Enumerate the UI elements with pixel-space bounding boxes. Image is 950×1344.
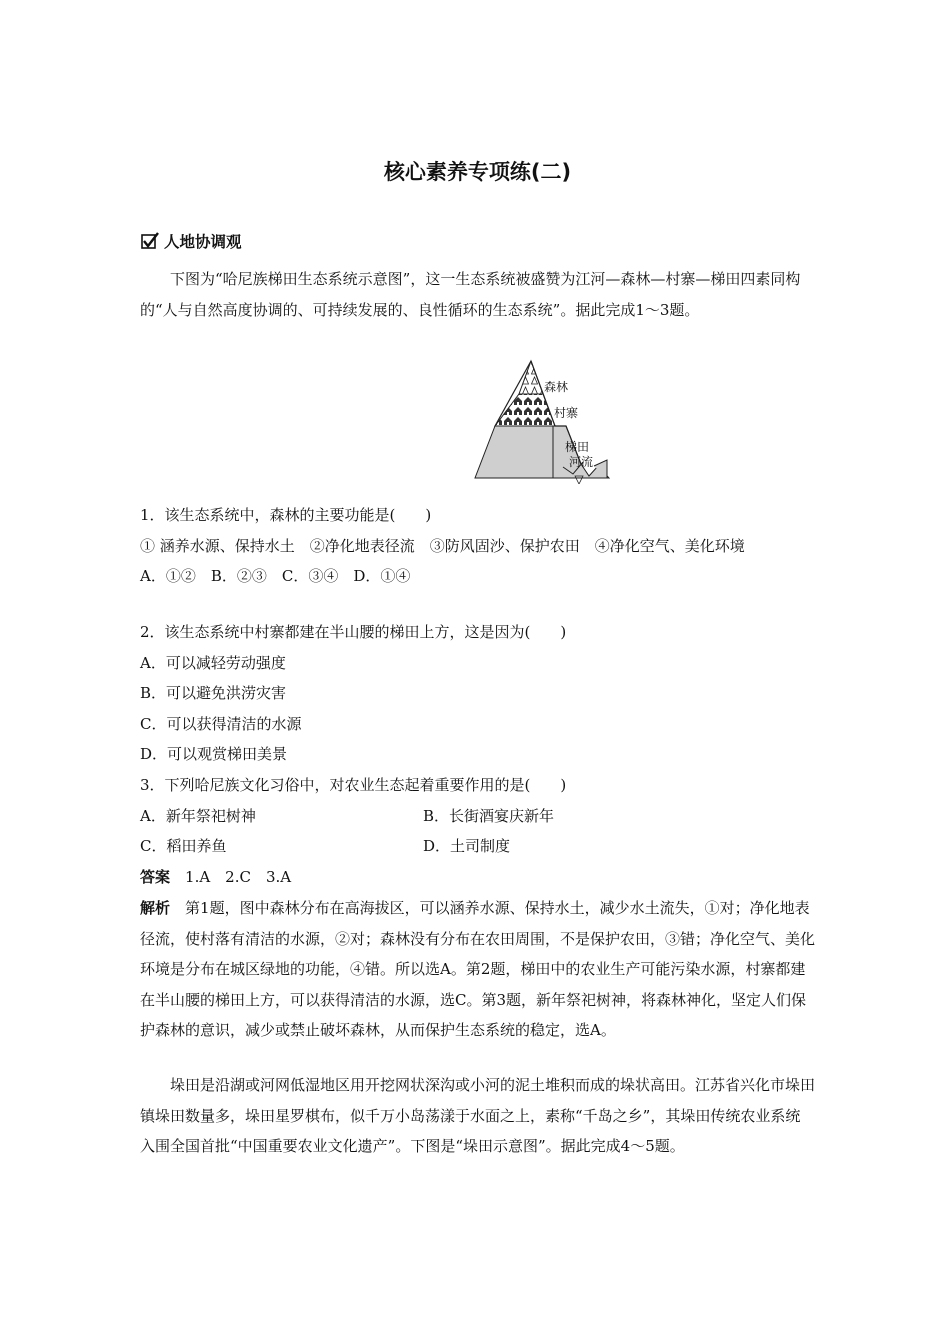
q1-stem: 1．该生态系统中，森林的主要功能是( ) <box>140 506 432 524</box>
q3-option-c: C．稻田养鱼 <box>140 837 227 855</box>
page-title: 核心素养专项练(二) <box>383 160 572 184</box>
q2-stem: 2．该生态系统中村寨都建在半山腰的梯田上方，这是因为( ) <box>140 623 567 641</box>
q2-option-d: D．可以观赏梯田美景 <box>140 745 288 763</box>
q3-options-row-1 <box>140 801 815 832</box>
label-village: 村寨 <box>554 406 579 420</box>
answer-text: 1.A 2.C 3.A <box>185 868 292 886</box>
q3-option-a: A．新年祭祀树神 <box>140 806 256 825</box>
label-river: 河流 <box>569 455 594 469</box>
analysis-label: 解析 <box>140 899 171 917</box>
analysis-paragraph <box>140 893 815 1046</box>
q2-option-a: A．可以减轻劳动强度 <box>140 653 286 672</box>
intro-paragraph-2 <box>140 1070 815 1162</box>
label-terrace: 梯田 <box>565 440 590 454</box>
label-forest: 森林 <box>544 380 569 394</box>
q3-option-b: B．长街酒宴庆新年 <box>423 806 555 825</box>
intro-text-1: 下图为“哈尼族梯田生态系统示意图”，这一生态系统被盛赞为江河—森林—村寨—梯田四素同构的“人与自然高度协调的、可持续发展的、良性循环的生态系统”。据此完成1～3题。 <box>140 270 801 319</box>
answer-line <box>140 862 815 893</box>
check-box-icon <box>140 231 160 251</box>
q2-option-c: C．可以获得清洁的水源 <box>140 714 302 733</box>
section-heading <box>140 229 242 253</box>
analysis-text: 第1题，图中森林分布在高海拔区，可以涵养水源、保持水土，减少水土流失，①对；净化地表径流，使村落有清洁的水源，②对；森林没有分布在农田周围，不是保护农田，③错；净化空气、美化环境是分布在城区绿地的功能，④错。所以选A。第2题，梯田中的农业生产可能污染水源，村寨都建在半山腰的梯田上方，可以获得清洁的水源，选C。第3题，新年祭祀树神，将森林神化，坚定人们保护森林的意识，减少或禁止破坏森林，从而保护生态系统的稳定，选A。 <box>140 899 816 1039</box>
q1-options: A．①② B．②③ C．③④ D．①④ <box>140 567 411 585</box>
question-1 <box>140 500 815 592</box>
intro-text-2: 垛田是沿湖或河网低湿地区用开挖网状深沟或小河的泥土堆积而成的垛状高田。江苏省兴化市垛田镇垛田数量多，垛田星罗棋布，似千万小岛荡漾于水面之上，素称“千岛之乡”，其垛田传统农业系统入围全国首批“中国重要农业文化遗产”。下图是“垛田示意图”。据此完成4～5题。 <box>140 1076 816 1155</box>
terrace-ecosystem-diagram <box>413 356 685 484</box>
question-2 <box>140 617 815 770</box>
question-3 <box>140 770 815 862</box>
q3-options-row-2 <box>140 831 815 862</box>
intro-paragraph-1 <box>140 264 815 325</box>
answer-label: 答案 <box>140 868 171 886</box>
section-label: 人地协调观 <box>164 233 242 251</box>
q2-option-b: B．可以避免洪涝灾害 <box>140 684 287 702</box>
q3-option-d: D．土司制度 <box>423 837 511 855</box>
q3-stem: 3．下列哈尼族文化习俗中，对农业生态起着重要作用的是( ) <box>140 776 567 794</box>
q1-items: ① 涵养水源、保持水土 ②净化地表径流 ③防风固沙、保护农田 ④净化空气、美化环境 <box>140 536 745 555</box>
